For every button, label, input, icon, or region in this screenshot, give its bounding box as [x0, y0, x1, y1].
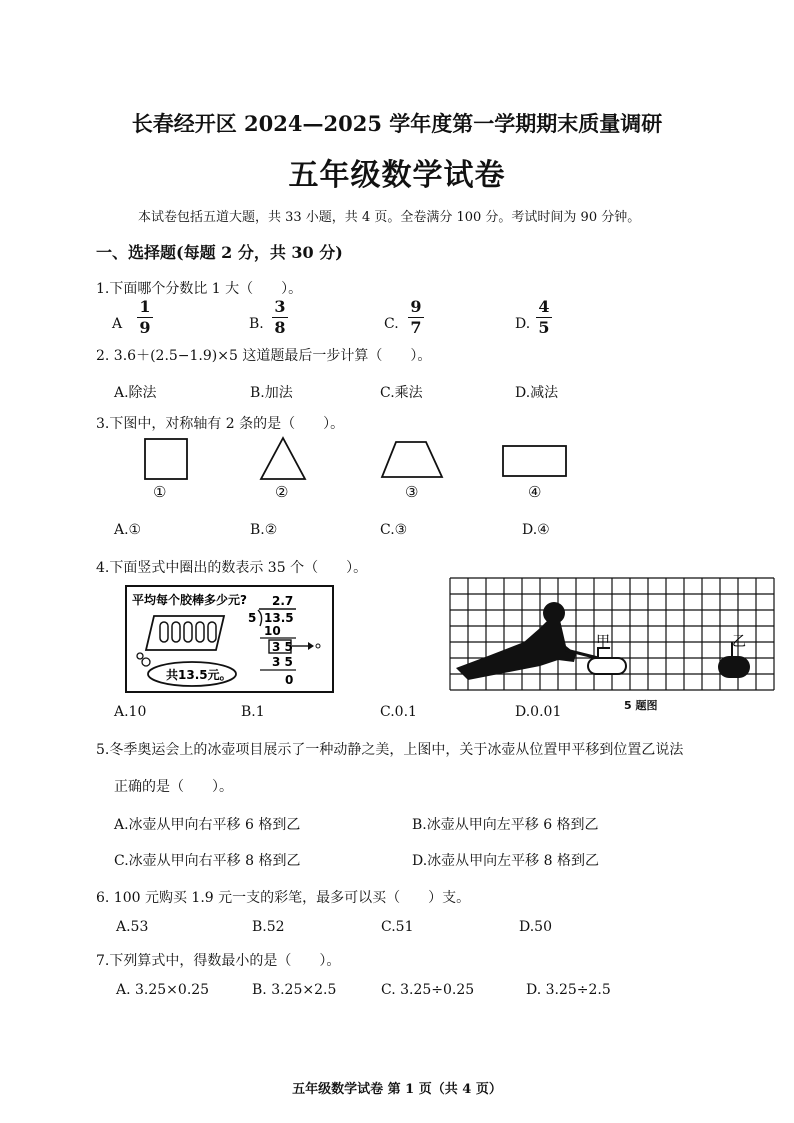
exam-header-title: 长春经开区 2024—2025 学年度第一学期期末质量调研: [131, 111, 663, 136]
trapezoid-shape: [382, 442, 442, 477]
q5-figure-caption: 5 题图: [624, 699, 658, 712]
q6-option-b: B.52: [252, 919, 285, 935]
question-5-stem-line1: 5.冬季奥运会上的冰壶项目展示了一种动静之美，上图中，关于冰壶从位置甲平移到位置乙说法: [96, 742, 684, 758]
triangle-shape: [261, 438, 305, 479]
q1-option-a-fraction: 1 9: [137, 299, 153, 336]
q4-step3: 3 5: [272, 655, 293, 669]
q2-option-d: D.减法: [515, 385, 559, 401]
square-shape: [145, 439, 187, 479]
q1-option-d-fraction: 4 5: [536, 299, 552, 336]
q4-option-c: C.0.1: [380, 704, 417, 720]
exam-intro: 本试卷包括五道大题，共 33 小题，共 4 页。全卷满分 100 分。考试时间为 90 分钟。: [138, 210, 641, 225]
q6-option-c: C.51: [381, 919, 414, 935]
q4-division-figure: [124, 584, 336, 696]
q3-option-c: C.③: [380, 522, 408, 538]
q5-curling-grid-figure: [448, 576, 778, 696]
q3-shapes: [130, 436, 590, 486]
q4-dividend: 13.5: [264, 611, 294, 625]
q4-option-d: D.0.01: [515, 704, 562, 720]
q3-figure-label-1: ①: [153, 483, 167, 501]
q4-option-a: A.10: [114, 704, 147, 720]
section-title: 一、选择题(每题 2 分，共 30 分): [96, 243, 343, 262]
q4-figure-question: 平均每个胶棒多少元?: [132, 593, 247, 607]
q2-option-c: C.乘法: [380, 385, 423, 401]
exam-subtitle: 五年级数学试卷: [288, 158, 506, 193]
q7-option-b: B. 3.25×2.5: [252, 982, 337, 998]
q7-option-c: C. 3.25÷0.25: [381, 982, 475, 998]
q5-option-b: B.冰壶从甲向左平移 6 格到乙: [412, 817, 599, 833]
question-2-stem: 2. 3.6＋(2.5−1.9)×5 这道题最后一步计算（ ）。: [96, 348, 432, 364]
question-7-stem: 7.下列算式中，得数最小的是（ ）。: [96, 953, 341, 969]
question-1-stem: 1.下面哪个分数比 1 大（ ）。: [96, 281, 303, 297]
q4-quotient: 2.7: [272, 594, 294, 608]
q2-option-b: B.加法: [250, 385, 293, 401]
q3-figure-label-2: ②: [275, 483, 289, 501]
q3-option-a: A.①: [114, 522, 142, 538]
q2-option-a: A.除法: [114, 385, 157, 401]
q4-remainder: 0: [285, 673, 294, 687]
q5-label-jia: 甲: [596, 634, 610, 650]
q1-option-a-label: A: [112, 316, 123, 332]
question-5-stem-line2: 正确的是（ ）。: [114, 779, 233, 795]
q7-option-d: D. 3.25÷2.5: [526, 982, 611, 998]
q5-option-c: C.冰壶从甲向右平移 8 格到乙: [114, 853, 301, 869]
question-6-stem: 6. 100 元购买 1.9 元一支的彩笔，最多可以买（ ）支。: [96, 890, 471, 906]
q1-option-c-fraction: 9 7: [408, 299, 424, 336]
q6-option-a: A.53: [116, 919, 149, 935]
q4-figure-price: 共13.5元。: [166, 668, 232, 682]
q5-label-yi: 乙: [732, 634, 746, 650]
q5-option-a: A.冰壶从甲向右平移 6 格到乙: [114, 817, 301, 833]
q4-divisor: 5: [248, 611, 257, 625]
q3-option-d: D.④: [522, 522, 550, 538]
q1-option-b-label: B.: [249, 316, 264, 332]
page-footer: 五年级数学试卷 第 1 页（共 4 页）: [292, 1082, 502, 1097]
q5-option-d: D.冰壶从甲向左平移 8 格到乙: [412, 853, 599, 869]
q4-step1: 10: [264, 624, 281, 638]
q3-option-b: B.②: [250, 522, 278, 538]
q6-option-d: D.50: [519, 919, 552, 935]
q1-option-c-label: C.: [384, 316, 399, 332]
q7-option-a: A. 3.25×0.25: [116, 982, 210, 998]
q3-figure-label-4: ④: [528, 483, 542, 501]
q1-option-b-fraction: 3 8: [272, 299, 288, 336]
q1-option-d-label: D.: [515, 316, 531, 332]
question-4-stem: 4.下面竖式中圈出的数表示 35 个（ ）。: [96, 560, 368, 576]
rectangle-shape: [503, 446, 566, 476]
question-3-stem: 3.下图中，对称轴有 2 条的是（ ）。: [96, 416, 345, 432]
q4-option-b: B.1: [241, 704, 265, 720]
q3-figure-label-3: ③: [405, 483, 419, 501]
q4-step2-circled: 3 5: [272, 640, 293, 654]
